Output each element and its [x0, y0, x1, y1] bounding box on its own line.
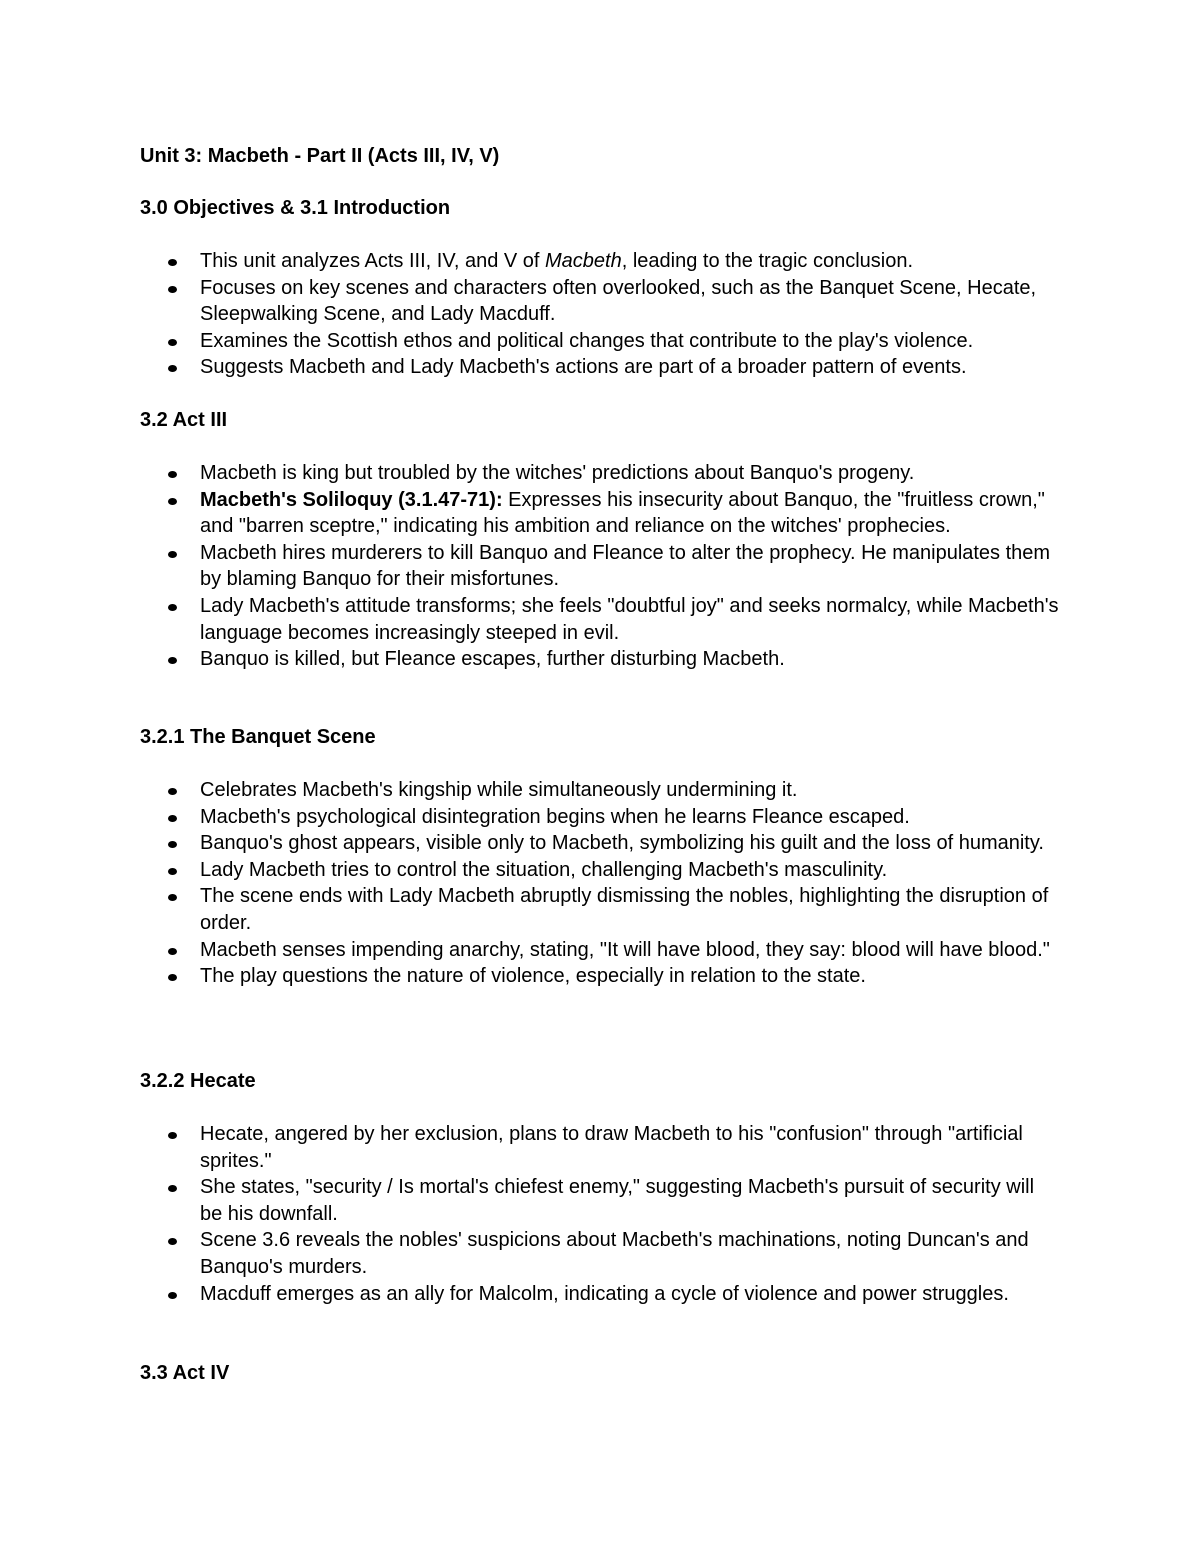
section-heading: 3.3 Act IV — [140, 1362, 230, 1384]
bullet-icon — [168, 1292, 177, 1299]
list-item: Banquo's ghost appears, visible only to Macbeth, symbolizing his guilt and the loss of humanity. — [140, 830, 1060, 857]
bullet-icon — [168, 604, 177, 611]
list-item: Banquo is killed, but Fleance escapes, further disturbing Macbeth. — [140, 646, 1060, 673]
list-item: Macbeth hires murderers to kill Banquo and Fleance to alter the prophecy. He manipulates them by blaming Banquo for their misfortunes. — [140, 540, 1060, 593]
list-item: Lady Macbeth tries to control the situation, challenging Macbeth's masculinity. — [140, 857, 1060, 884]
list-item: Macduff emerges as an ally for Malcolm, indicating a cycle of violence and power struggles. — [140, 1281, 1060, 1308]
bullet-icon — [168, 339, 177, 346]
list-item: Focuses on key scenes and characters often overlooked, such as the Banquet Scene, Hecate, Sleepwalking Scene, and Lady Macduff. — [140, 275, 1060, 328]
section-heading: 3.2.1 The Banquet Scene — [140, 726, 376, 748]
bullet-icon — [168, 1185, 177, 1192]
section-heading: 3.2 Act III — [140, 409, 228, 431]
bullet-list — [140, 1121, 1060, 1307]
section-heading: 3.2.2 Hecate — [140, 1070, 256, 1092]
document-title: Unit 3: Macbeth - Part II (Acts III, IV, V) — [140, 145, 500, 167]
list-item: She states, "security / Is mortal's chiefest enemy," suggesting Macbeth's pursuit of security will be his downfall. — [140, 1174, 1060, 1227]
bullet-icon — [168, 551, 177, 558]
bullet-icon — [168, 894, 177, 901]
bullet-icon — [168, 657, 177, 664]
section-act-iii — [140, 407, 1060, 673]
section-hecate — [140, 1068, 1060, 1307]
section-objectives-introduction — [140, 195, 1060, 381]
list-item: Macbeth senses impending anarchy, stating, "It will have blood, they say: blood will have blood." — [140, 937, 1060, 964]
italic-title: Macbeth — [545, 250, 622, 272]
bullet-icon — [168, 788, 177, 795]
section-heading: 3.0 Objectives & 3.1 Introduction — [140, 197, 451, 219]
bullet-icon — [168, 974, 177, 981]
bullet-icon — [168, 815, 177, 822]
bullet-icon — [168, 1132, 177, 1139]
list-item: Scene 3.6 reveals the nobles' suspicions about Macbeth's machinations, noting Duncan's and Banquo's murders. — [140, 1227, 1060, 1280]
bullet-icon — [168, 841, 177, 848]
section-act-iv — [140, 1360, 1060, 1386]
list-item: Lady Macbeth's attitude transforms; she feels "doubtful joy" and seeks normalcy, while Macbeth's language becomes increasingly steeped in evil. — [140, 593, 1060, 646]
list-item-lead: Macbeth's Soliloquy (3.1.47-71): — [200, 488, 503, 511]
list-item: Hecate, angered by her exclusion, plans to draw Macbeth to his "confusion" through "artificial sprites." — [140, 1121, 1060, 1174]
list-item: Macbeth's Soliloquy (3.1.47-71): Expresses his insecurity about Banquo, the "fruitless crown," and "barren sceptre," indicating his ambition and reliance on the witches' prophecies. — [140, 487, 1060, 540]
section-banquet-scene — [140, 724, 1060, 990]
bullet-icon — [168, 365, 177, 372]
bullet-list — [140, 248, 1060, 381]
list-item: Celebrates Macbeth's kingship while simultaneously undermining it. — [140, 777, 1060, 804]
list-item: Examines the Scottish ethos and political changes that contribute to the play's violence. — [140, 328, 1060, 355]
bullet-list — [140, 460, 1060, 673]
bullet-list — [140, 777, 1060, 990]
list-item: The scene ends with Lady Macbeth abruptly dismissing the nobles, highlighting the disruption of order. — [140, 883, 1060, 936]
bullet-icon — [168, 1238, 177, 1245]
list-item: Suggests Macbeth and Lady Macbeth's actions are part of a broader pattern of events. — [140, 354, 1060, 381]
list-item: Macbeth's psychological disintegration begins when he learns Fleance escaped. — [140, 804, 1060, 831]
bullet-icon — [168, 471, 177, 478]
bullet-icon — [168, 948, 177, 955]
bullet-icon — [168, 259, 177, 266]
bullet-icon — [168, 286, 177, 293]
bullet-icon — [168, 868, 177, 875]
list-item: The play questions the nature of violence, especially in relation to the state. — [140, 963, 1060, 990]
list-item: This unit analyzes Acts III, IV, and V of Macbeth, leading to the tragic conclusion. — [140, 248, 1060, 275]
bullet-icon — [168, 498, 177, 505]
list-item: Macbeth is king but troubled by the witches' predictions about Banquo's progeny. — [140, 460, 1060, 487]
